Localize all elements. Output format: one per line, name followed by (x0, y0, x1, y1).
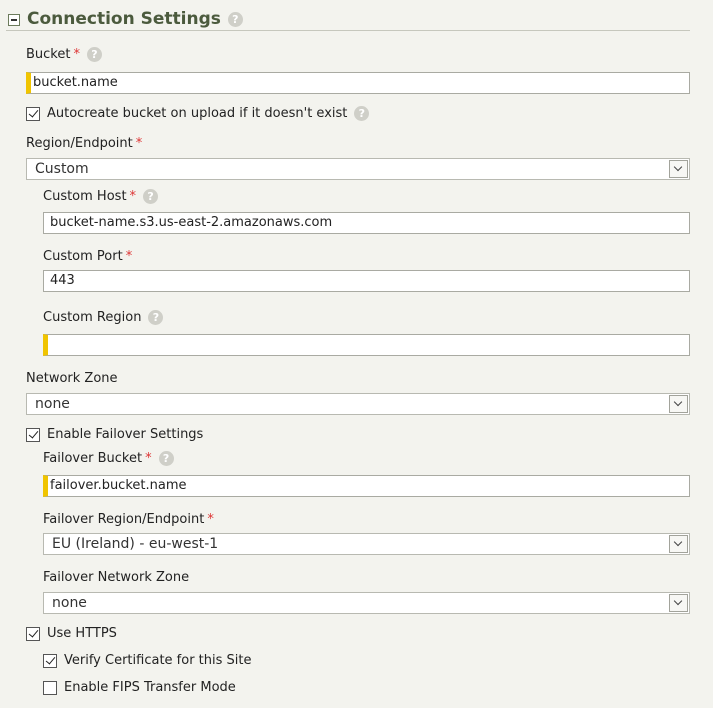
required-marker: * (135, 136, 143, 151)
custom-region-label: Custom Region (43, 310, 142, 325)
bucket-label: Bucket (26, 47, 71, 62)
custom-region-input[interactable] (43, 334, 690, 356)
collapse-icon[interactable] (8, 14, 20, 26)
use-https-checkbox[interactable] (26, 627, 40, 641)
failover-region-label: Failover Region/Endpoint (43, 512, 205, 527)
fips-checkbox[interactable] (43, 681, 57, 695)
section-header (8, 8, 243, 30)
network-zone-select[interactable] (26, 393, 690, 415)
help-icon[interactable]: ? (87, 47, 102, 62)
failover-checkbox[interactable] (26, 428, 40, 442)
required-marker: * (145, 451, 152, 466)
required-marker: * (73, 47, 80, 62)
failover-region-label-row (43, 512, 214, 527)
autocreate-row (26, 106, 369, 121)
bucket-input[interactable]: bucket.name (26, 72, 690, 94)
use-https-label: Use HTTPS (47, 626, 117, 641)
failover-region-select-value: EU (Ireland) - eu-west-1 (52, 536, 219, 552)
help-icon[interactable]: ? (354, 106, 369, 121)
use-https-row (26, 626, 117, 641)
verify-cert-label: Verify Certificate for this Site (64, 653, 252, 668)
custom-host-label: Custom Host (43, 189, 127, 204)
autocreate-checkbox[interactable] (26, 107, 40, 121)
network-zone-select-value: none (35, 396, 70, 412)
failover-bucket-input[interactable]: failover.bucket.name (43, 475, 690, 497)
required-marker: * (125, 249, 133, 264)
help-icon[interactable]: ? (148, 310, 163, 325)
autocreate-label: Autocreate bucket on upload if it doesn't exist (47, 106, 348, 121)
failover-row (26, 427, 203, 442)
help-icon[interactable]: ? (228, 12, 243, 27)
failover-bucket-label-row (43, 451, 174, 466)
custom-region-label-row (43, 310, 163, 325)
failover-region-select[interactable] (43, 533, 690, 555)
section-title: Connection Settings (27, 9, 221, 29)
region-label: Region/Endpoint (26, 136, 133, 151)
custom-host-input[interactable]: bucket-name.s3.us-east-2.amazonaws.com (43, 212, 690, 234)
custom-port-label: Custom Port (43, 249, 123, 264)
failover-label: Enable Failover Settings (47, 427, 204, 442)
chevron-down-icon[interactable] (669, 160, 688, 178)
chevron-down-icon[interactable] (669, 395, 688, 413)
section-divider (6, 30, 690, 31)
network-zone-label: Network Zone (26, 371, 118, 386)
custom-port-label-row (43, 249, 132, 264)
region-select-value: Custom (35, 161, 89, 177)
help-icon[interactable]: ? (143, 189, 158, 204)
failover-network-zone-label: Failover Network Zone (43, 570, 190, 585)
failover-network-zone-label-row (43, 570, 189, 585)
required-marker: * (129, 189, 137, 204)
custom-port-input[interactable]: 443 (43, 270, 690, 292)
region-select[interactable] (26, 158, 690, 180)
help-icon[interactable]: ? (159, 451, 174, 466)
bucket-label-row (26, 47, 102, 62)
region-label-row (26, 136, 142, 151)
verify-cert-checkbox[interactable] (43, 654, 57, 668)
custom-host-label-row (43, 189, 158, 204)
verify-cert-row (43, 653, 252, 668)
fips-row (43, 680, 236, 695)
failover-network-zone-select[interactable] (43, 592, 690, 614)
failover-bucket-label: Failover Bucket (43, 451, 143, 466)
required-marker: * (207, 512, 214, 527)
fips-label: Enable FIPS Transfer Mode (64, 680, 236, 695)
network-zone-label-row (26, 371, 118, 386)
chevron-down-icon[interactable] (669, 594, 688, 612)
failover-network-zone-select-value: none (52, 595, 87, 611)
chevron-down-icon[interactable] (669, 535, 688, 553)
